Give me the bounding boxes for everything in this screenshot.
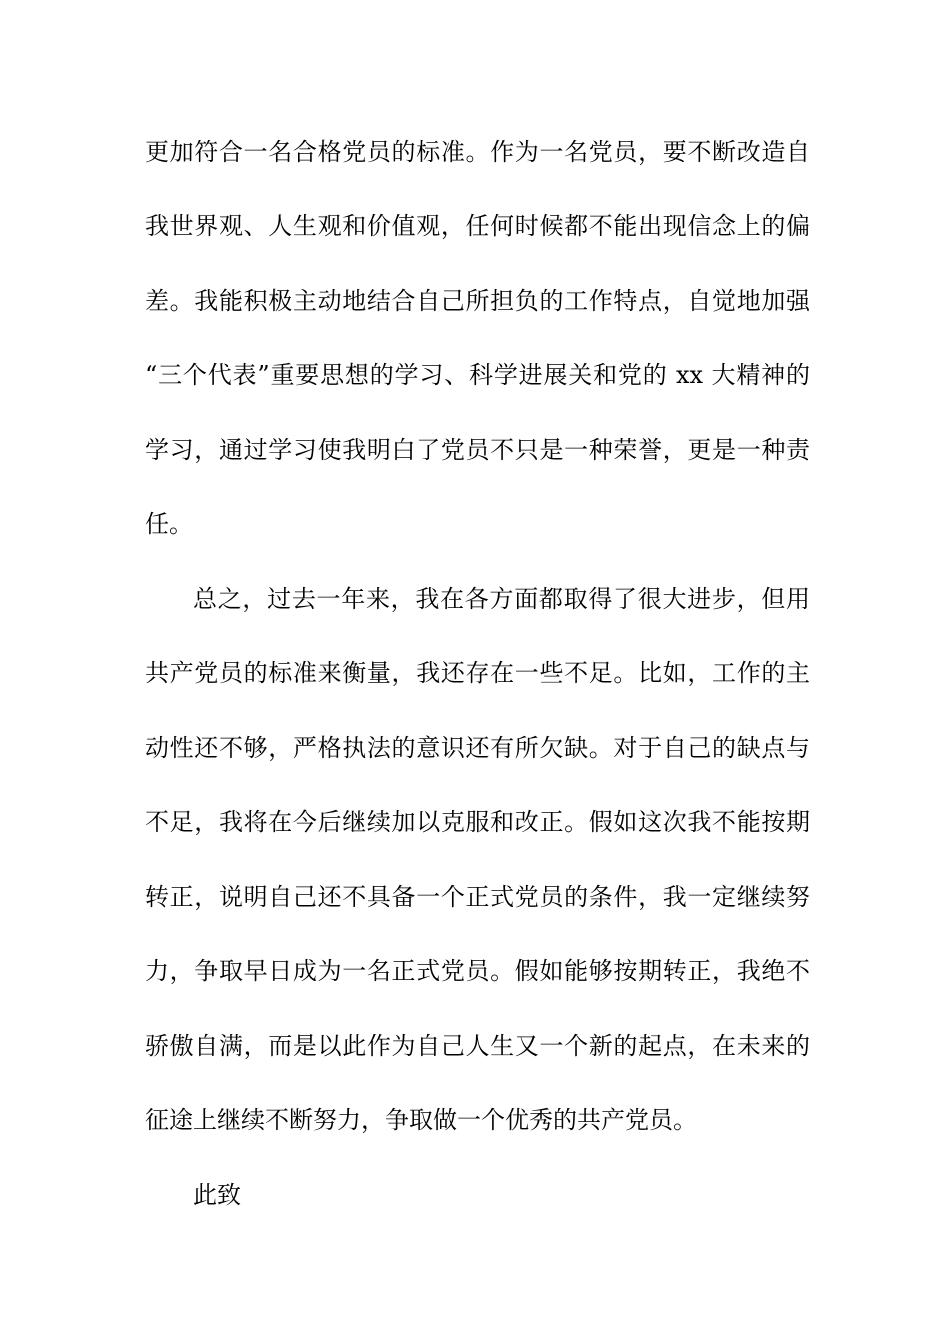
text-line: 力，争取早日成为一名正式党员。假如能够按期转正，我绝不: [145, 957, 810, 985]
text-line: 学习，通过学习使我明白了党员不只是一种荣誉，更是一种责: [145, 436, 810, 464]
closing-salutation: 此致: [193, 1181, 241, 1209]
text-line: 转正，说明自己还不具备一个正式党员的条件，我一定继续努: [145, 883, 810, 911]
text-line: “三个代表”重要思想的学习、科学进展关和党的 xx 大精神的: [145, 361, 810, 389]
text-line: 动性还不够，严格执法的意识还有所欠缺。对于自己的缺点与: [145, 734, 810, 762]
text-line: 共产党员的标准来衡量，我还存在一些不足。比如，工作的主: [145, 659, 810, 687]
text-line: 我世界观、人生观和价值观，任何时候都不能出现信念上的偏: [145, 212, 810, 240]
text-line: 差。我能积极主动地结合自己所担负的工作特点，自觉地加强: [145, 287, 810, 315]
text-line: 任。: [145, 510, 193, 538]
text-line: 更加符合一名合格党员的标准。作为一名党员，要不断改造自: [145, 138, 810, 166]
text-line: 骄傲自满，而是以此作为自己人生又一个新的起点，在未来的: [145, 1032, 810, 1060]
text-line: 不足，我将在今后继续加以克服和改正。假如这次我不能按期: [145, 808, 810, 836]
paragraph-first-line: 总之，过去一年来，我在各方面都取得了很大进步，但用: [193, 585, 810, 613]
text-line: 征途上继续不断努力，争取做一个优秀的共产党员。: [145, 1106, 697, 1134]
